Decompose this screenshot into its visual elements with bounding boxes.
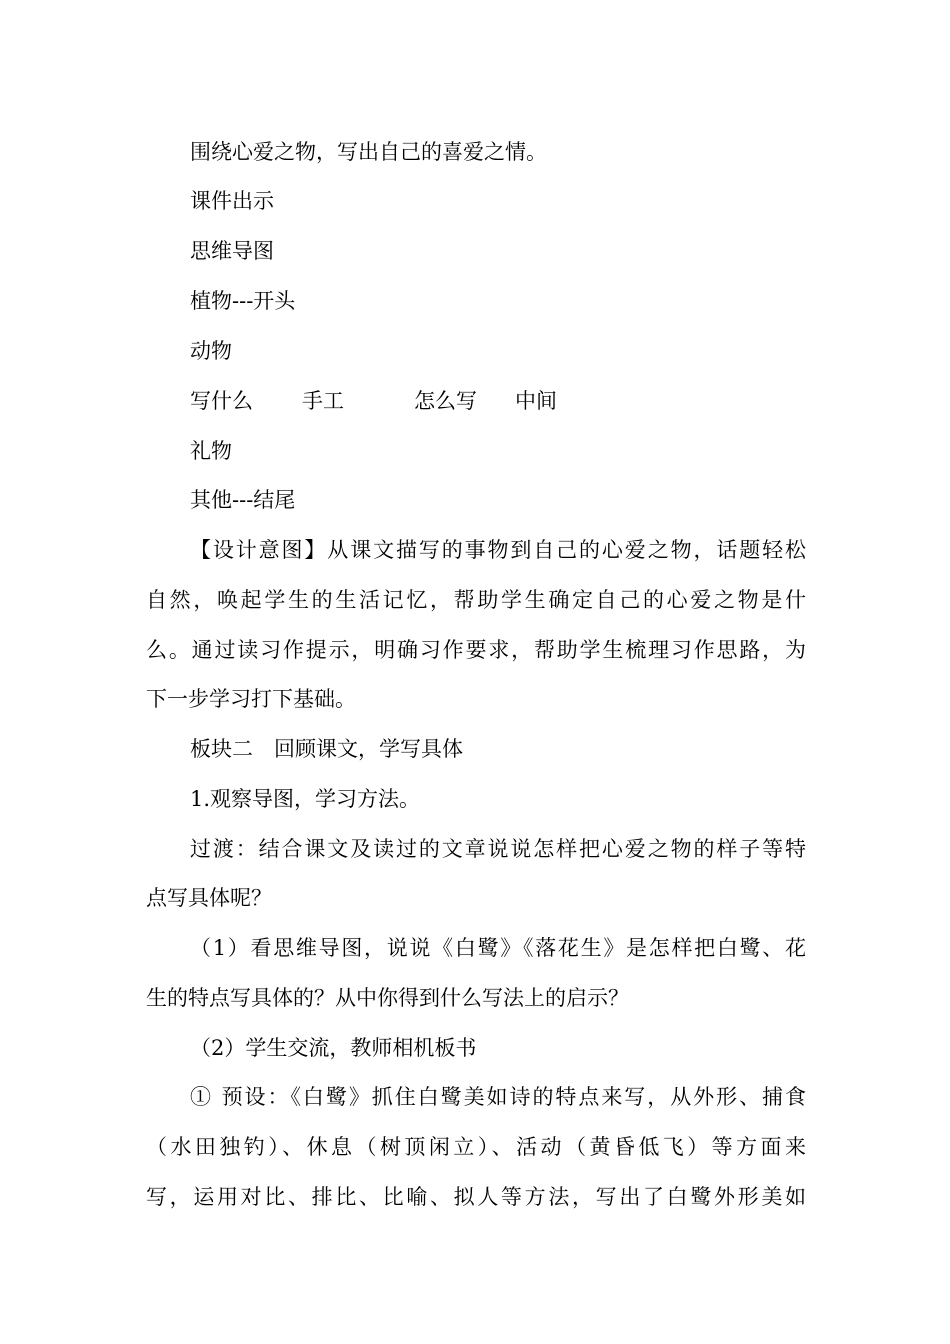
preset-line: （水田独钓）、休息（树顶闲立）、活动（黄昏低飞）等方面来 — [146, 1135, 806, 1159]
mindmap-item-craft: 手工 — [302, 389, 344, 413]
mindmap-middle: 中间 — [515, 389, 557, 413]
paragraph-line: 点写具体呢？ — [146, 886, 272, 910]
paragraph-line: 过渡：结合课文及读过的文章说说怎样把心爱之物的样子等特 — [190, 837, 806, 861]
design-intent-line: 【设计意图】从课文描写的事物到自己的心爱之物，话题轻松 — [190, 538, 806, 562]
design-intent-line: 自然，唤起学生的生活记忆，帮助学生确定自己的心爱之物是什 — [146, 588, 806, 612]
mindmap-how: 怎么写 — [414, 389, 477, 413]
preset-line: ① 预设：《白鹭》抓住白鹭美如诗的特点来写，从外形、捕食 — [190, 1085, 806, 1109]
question-line: （2）学生交流，教师相机板书 — [190, 1036, 477, 1060]
mindmap-what: 写什么 — [190, 389, 253, 413]
preset-line: 写，运用对比、排比、比喻、拟人等方法，写出了白鹭外形美如 — [146, 1185, 806, 1209]
text-line: 课件出示 — [190, 189, 274, 213]
design-intent-line: 下一步学习打下基础。 — [146, 687, 356, 711]
mindmap-item-gift: 礼物 — [190, 439, 232, 463]
text-line: 围绕心爱之物，写出自己的喜爱之情。 — [190, 140, 547, 164]
mindmap-item-other: 其他---结尾 — [190, 488, 296, 512]
mindmap-item-plant: 植物---开头 — [190, 289, 296, 313]
question-line: 生的特点写具体的？从中你得到什么写法上的启示？ — [146, 986, 629, 1010]
text-line: 思维导图 — [190, 239, 274, 263]
question-line: （1）看思维导图，说说《白鹭》《落花生》是怎样把白鹭、花 — [190, 936, 806, 960]
mindmap-item-animal: 动物 — [190, 339, 232, 363]
design-intent-line: 么。通过读习作提示，明确习作要求，帮助学生梳理习作思路，为 — [146, 638, 806, 662]
section-heading: 板块二 回顾课文，学写具体 — [190, 737, 463, 761]
list-item: 1.观察导图，学习方法。 — [190, 787, 421, 811]
